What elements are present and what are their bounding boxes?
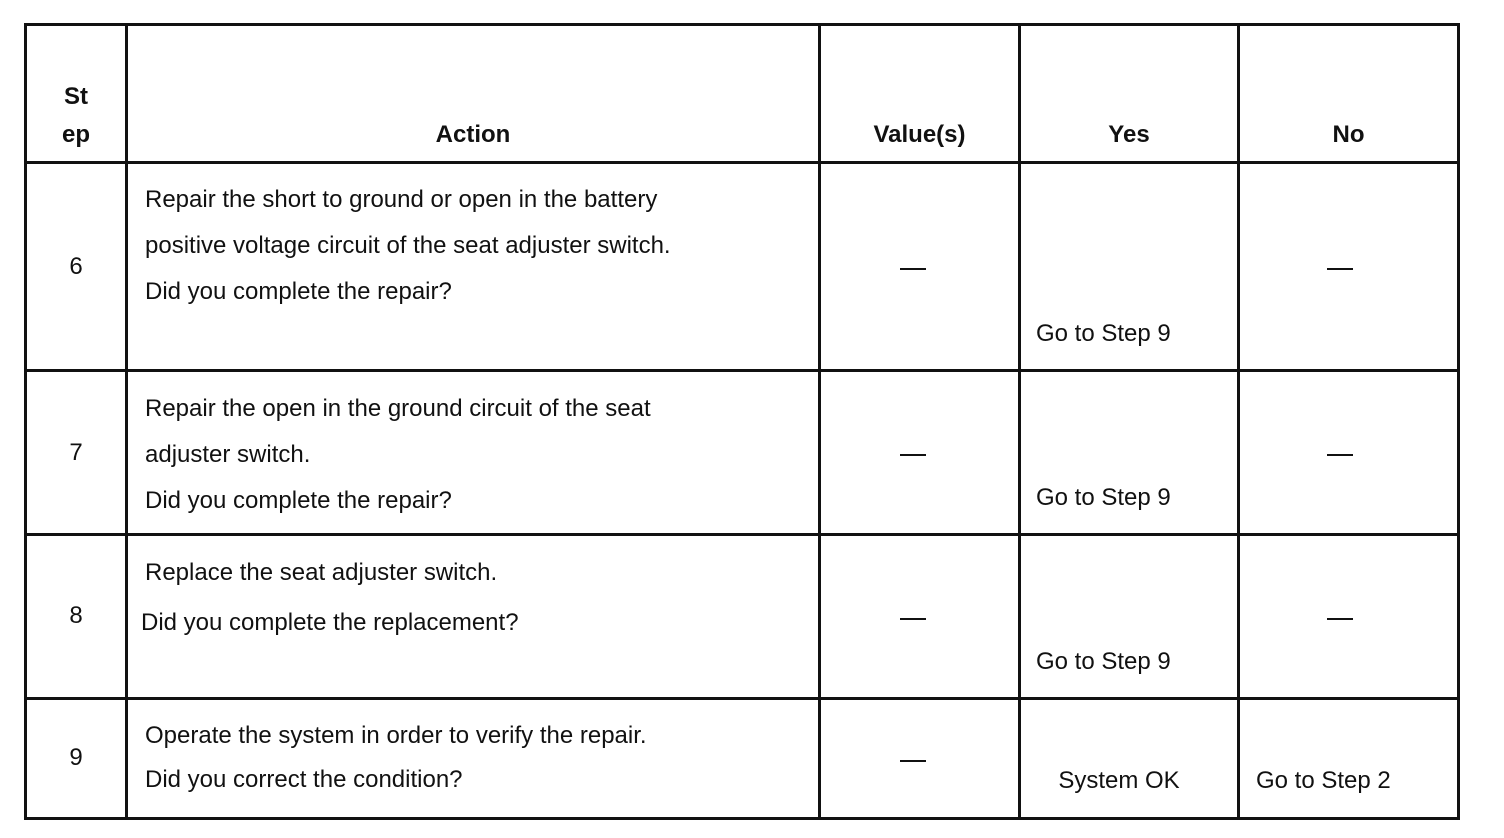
header-values: Value(s) xyxy=(873,121,966,148)
step-number: 8 xyxy=(69,602,83,629)
step-number: 6 xyxy=(69,253,83,280)
yes-result: System OK xyxy=(1058,767,1180,794)
header-action: Action xyxy=(435,121,511,148)
table-border-bottom xyxy=(24,817,1460,820)
value-dash xyxy=(900,760,926,762)
table-border-top xyxy=(24,23,1460,26)
yes-result: Go to Step 9 xyxy=(1036,648,1171,675)
yes-result: Go to Step 9 xyxy=(1036,320,1171,347)
header-yes: Yes xyxy=(1108,121,1150,148)
action-line: Did you correct the condition? xyxy=(145,766,463,793)
step-number: 9 xyxy=(69,744,83,771)
value-dash xyxy=(900,618,926,620)
no-dash xyxy=(1327,618,1353,620)
row-divider xyxy=(24,697,1460,700)
value-dash xyxy=(900,268,926,270)
header-step-line-1: St xyxy=(64,83,88,110)
diagnostic-table xyxy=(24,23,1460,820)
header-divider xyxy=(24,161,1460,164)
no-dash xyxy=(1327,268,1353,270)
yes-result: Go to Step 9 xyxy=(1036,484,1171,511)
row-divider xyxy=(24,369,1460,372)
value-dash xyxy=(900,454,926,456)
action-line: Operate the system in order to verify the repair. xyxy=(145,722,647,749)
header-step xyxy=(27,78,125,154)
header-step-line-2: ep xyxy=(61,121,90,148)
action-line: Did you complete the replacement? xyxy=(141,609,519,636)
no-result: Go to Step 2 xyxy=(1256,767,1391,794)
action-line: positive voltage circuit of the seat adjuster switch. xyxy=(145,232,671,259)
action-line: Repair the open in the ground circuit of the seat xyxy=(145,395,651,422)
action-text xyxy=(145,386,651,524)
no-dash xyxy=(1327,454,1353,456)
step-number: 7 xyxy=(69,439,83,466)
action-line: Did you complete the repair? xyxy=(145,278,452,305)
action-text xyxy=(141,550,519,646)
action-line: adjuster switch. xyxy=(145,441,311,468)
action-line: Replace the seat adjuster switch. xyxy=(145,559,498,586)
header-no: No xyxy=(1332,121,1365,148)
table-border-right xyxy=(1457,23,1460,820)
row-divider xyxy=(24,533,1460,536)
action-text xyxy=(145,177,671,315)
action-line: Did you complete the repair? xyxy=(145,487,452,514)
action-line: Repair the short to ground or open in the battery xyxy=(145,186,658,213)
action-text xyxy=(145,713,647,803)
